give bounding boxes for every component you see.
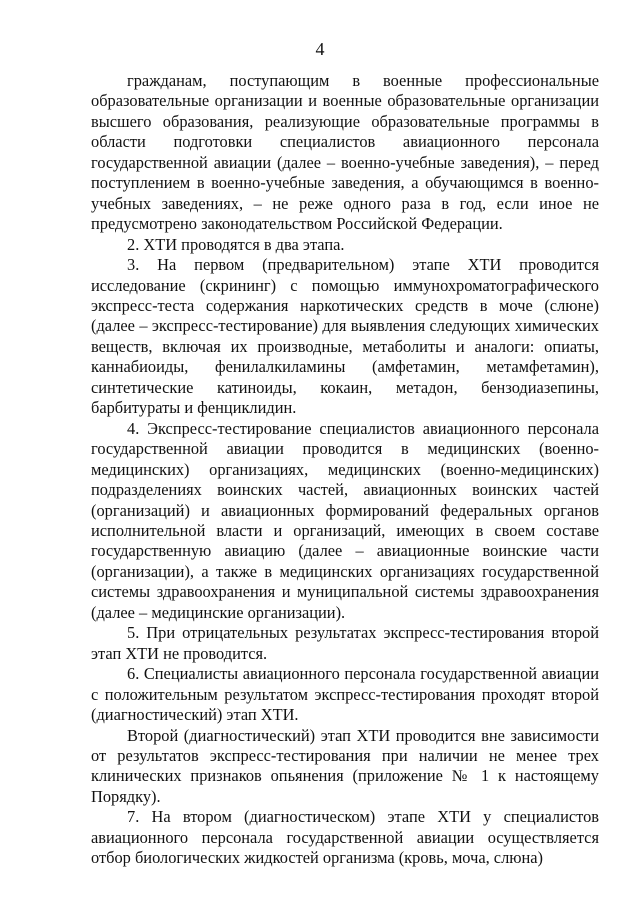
document-body [91, 71, 599, 869]
paragraph-item-5: 5. При отрицательных результатах экспресс-тестирования второй этап ХТИ не проводится. [91, 623, 599, 663]
paragraph-item-6: 6. Специалисты авиационного персонала государственной авиации с положительным результатом экспресс-тестирования проходят второй (диагностический) этап ХТИ. [91, 664, 599, 725]
paragraph-item-4: 4. Экспресс-тестирование специалистов авиационного персонала государственной авиации проводится в медицинских (военно-медицинских) организациях, медицинских (военно-медицинских) подразделениях воинских частей, авиационных воинских частей (организаций) и авиационных формирований федеральных органов исполнительной власти и организаций, имеющих в своем составе государственную авиацию (далее – авиационные воинские части (организации), а также в медицинских организациях государственной системы здравоохранения и муниципальной системы здравоохранения (далее – медицинские организации). [91, 418, 599, 622]
paragraph-second-stage: Второй (диагностический) этап ХТИ проводится вне зависимости от результатов экспресс-тестирования при наличии не менее трех клинических признаков опьянения (приложение № 1 к настоящему Порядку). [91, 725, 599, 806]
paragraph-item-3: 3. На первом (предварительном) этапе ХТИ проводится исследование (скрининг) с помощью иммунохроматографического экспресс-теста содержания наркотических средств в моче (слюне) (далее – экспресс-тестирование) для выявления следующих химических веществ, включая их производные, метаболиты и аналоги: опиаты, каннабиоиды, фенилалкиламины (амфетамин, метамфетамин), синтетические катиноиды, кокаин, метадон, бензодиазепины, барбитураты и фенциклидин. [91, 255, 599, 418]
paragraph-continuation: гражданам, поступающим в военные профессиональные образовательные организации и военные образовательные организации высшего образования, реализующие образовательные программы в области подготовки специалистов авиационного персонала государственной авиации (далее – военно-учебные заведения), – перед поступлением в военно-учебные заведения, а обучающимся в военно-учебных заведениях, – не реже одного раза в год, если иное не предусмотрено законодательством Российской Федерации. [91, 71, 599, 234]
paragraph-item-2: 2. ХТИ проводятся в два этапа. [127, 234, 345, 254]
page-number: 4 [315, 39, 325, 59]
paragraph-item-7: 7. На втором (диагностическом) этапе ХТИ у специалистов авиационного персонала государственной авиации осуществляется отбор биологических жидкостей организма (кровь, моча, слюна) [91, 807, 599, 868]
